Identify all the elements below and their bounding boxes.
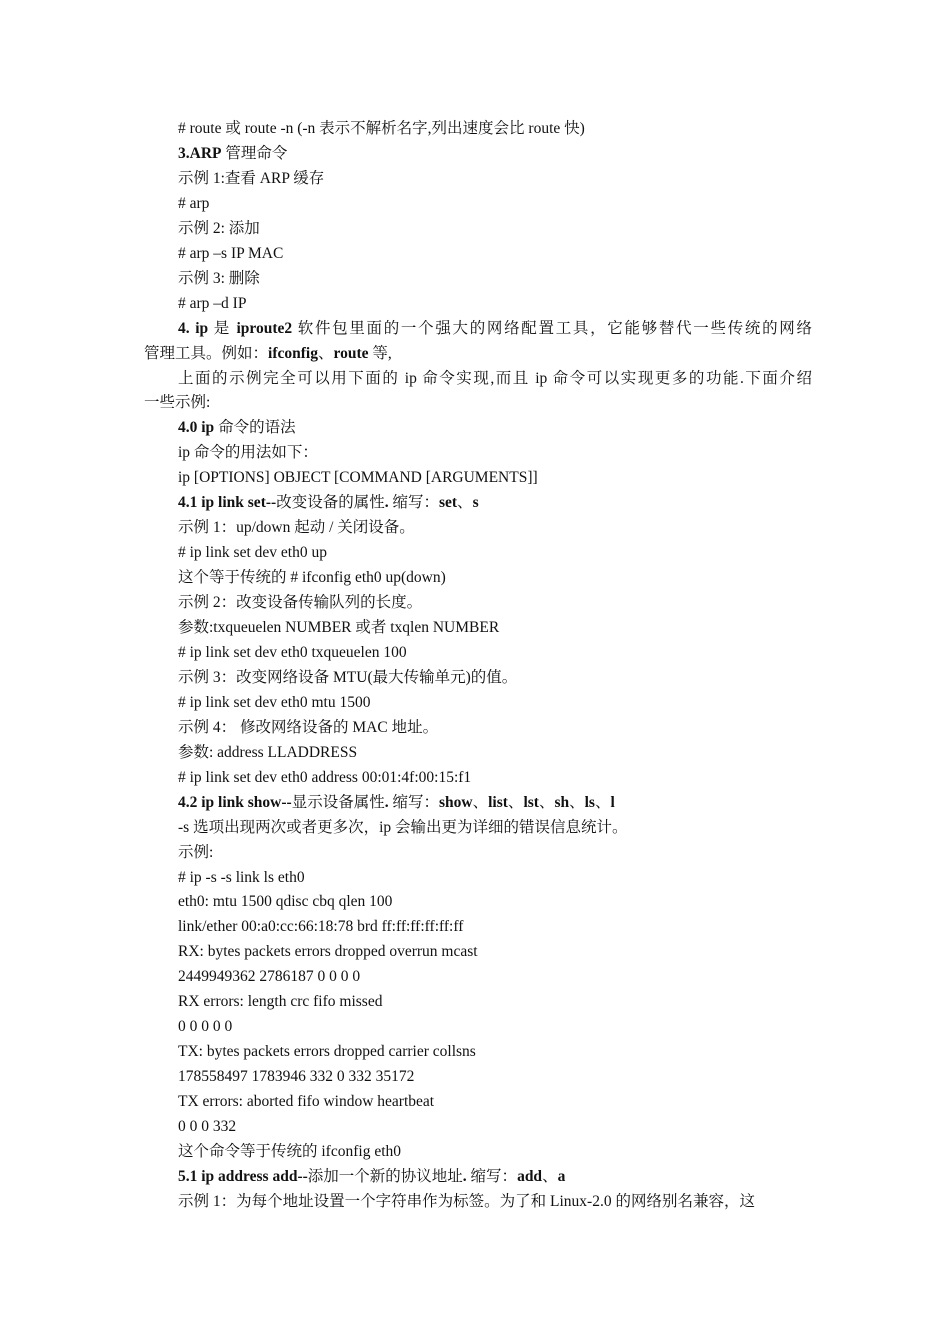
text-line: # ip link set dev eth0 up	[178, 544, 327, 562]
text-line: 这个命令等于传统的 ifconfig eth0	[178, 1142, 402, 1160]
bold-run: ls	[584, 793, 595, 811]
bold-run: 4. ip	[178, 319, 209, 337]
text-line: eth0: mtu 1500 qdisc cbq qlen 100	[178, 893, 393, 911]
text-line: 这个等于传统的 # ifconfig eth0 up(down)	[178, 569, 446, 587]
bold-run: 4.1 ip link set--	[178, 494, 277, 512]
text-line: # ip link set dev eth0 txqueuelen 100	[178, 643, 407, 661]
bold-run: 5.1 ip address add--	[178, 1167, 308, 1185]
text-line: 示例 3: 删除	[178, 269, 260, 287]
text-line: 参数: address LLADDRESS	[178, 743, 358, 761]
bold-run: ifconfig	[268, 344, 318, 362]
text-run: 软件包里面的一个强大的网络配置工具，它能够替代一些传统的网络	[292, 319, 812, 337]
text-line: 上面的示例完全可以用下面的 ip 命令实现,而且 ip 命令可以实现更多的功能.下面介绍	[178, 369, 812, 387]
text-line: ip [OPTIONS] OBJECT [COMMAND [ARGUMENTS]]	[178, 469, 538, 487]
section-heading	[178, 415, 812, 440]
rich-text-line	[178, 316, 812, 341]
text-line: 一些示例:	[144, 394, 211, 412]
text-line: 示例 4： 修改网络设备的 MAC 地址。	[178, 718, 439, 736]
text-line: # ip -s -s link ls eth0	[178, 868, 305, 886]
text-line: 示例 1：为每个地址设置一个字符串作为标签。为了和 Linux-2.0 的网络别名兼容，这	[178, 1192, 755, 1210]
bold-run: lst	[523, 793, 539, 811]
text-run: 添加一个新的协议地址	[307, 1167, 463, 1185]
text-line: 示例:	[178, 843, 214, 861]
bold-run: set	[438, 494, 458, 512]
text-line: RX: bytes packets errors dropped overrun mcast	[178, 943, 478, 961]
text-line: # route 或 route -n (-n 表示不解析名字,列出速度会比 route 快)	[178, 120, 585, 137]
heading-title: 命令的语法	[214, 419, 296, 437]
text-line: 参数:txqueuelen NUMBER 或者 txqlen NUMBER	[178, 619, 500, 636]
text-line: 2449949362 2786187 0 0 0 0	[178, 968, 361, 986]
text-run: 缩写：	[388, 793, 439, 811]
text-line: 示例 1：up/down 起动 / 关闭设备。	[178, 519, 415, 537]
text-line: 0 0 0 332	[178, 1118, 237, 1135]
bold-run: .	[384, 793, 389, 811]
bold-run: .	[462, 1167, 467, 1185]
text-run: 、	[594, 793, 611, 811]
text-line: 示例 2：改变设备传输队列的长度。	[178, 594, 423, 612]
text-run: 、	[317, 344, 334, 362]
heading-title: 管理命令	[221, 144, 288, 162]
text-line: RX errors: length crc fifo missed	[178, 993, 383, 1011]
text-line: TX: bytes packets errors dropped carrier collsns	[178, 1043, 476, 1061]
rich-text-line	[178, 790, 812, 815]
text-line: 示例 3：改变网络设备 MTU(最大传输单元)的值。	[178, 668, 518, 686]
text-run: 、	[538, 793, 555, 811]
bold-run: 4.2 ip link show--	[178, 793, 292, 811]
text-run: 、	[457, 494, 473, 512]
text-run: 管理工具。例如：	[144, 344, 269, 362]
bold-run: l	[610, 793, 615, 811]
text-run: 、	[472, 793, 489, 811]
heading-number: 3.ARP	[178, 144, 222, 162]
heading-number: 4.0 ip	[178, 419, 215, 437]
text-line: # ip link set dev eth0 mtu 1500	[178, 693, 371, 711]
rich-text-line	[178, 1164, 812, 1189]
text-run: 缩写：	[466, 1167, 518, 1185]
text-run: 显示设备属性	[291, 793, 385, 811]
bold-run: route	[333, 344, 369, 362]
text-line: # arp –s IP MAC	[178, 244, 284, 262]
text-run: 等,	[368, 344, 392, 362]
text-line: link/ether 00:a0:cc:66:18:78 brd ff:ff:ff:ff:ff:ff	[178, 918, 464, 936]
text-line: # ip link set dev eth0 address 00:01:4f:00:15:f1	[178, 768, 472, 786]
bold-run: iproute2	[236, 319, 293, 337]
text-run: 是	[208, 319, 237, 337]
text-line: 示例 2: 添加	[178, 219, 260, 237]
text-line: TX errors: aborted fifo window heartbeat	[178, 1093, 435, 1111]
text-run: 、	[569, 793, 585, 811]
rich-text-line	[144, 341, 812, 366]
bold-run: sh	[554, 793, 570, 811]
text-line: 示例 1:查看 ARP 缓存	[178, 169, 325, 187]
text-line: 178558497 1783946 332 0 332 35172	[178, 1068, 415, 1086]
bold-run: .	[384, 494, 389, 512]
text-line: # arp –d IP	[178, 294, 247, 312]
text-line: 0 0 0 0 0	[178, 1018, 233, 1036]
text-run: 改变设备的属性	[276, 494, 385, 512]
section-heading	[178, 141, 812, 166]
bold-run: s	[472, 494, 479, 512]
text-run: 缩写：	[388, 494, 439, 512]
rich-text-line	[178, 490, 812, 515]
text-run: 、	[507, 793, 524, 811]
bold-run: show	[438, 793, 473, 811]
text-run: 、	[542, 1167, 558, 1185]
text-line: -s 选项出现两次或者更多次，ip 会输出更为详细的错误信息统计。	[178, 818, 628, 836]
bold-run: a	[557, 1167, 566, 1185]
text-line: # arp	[178, 194, 210, 212]
text-line: ip 命令的用法如下：	[178, 444, 318, 462]
bold-run: add	[517, 1167, 543, 1185]
bold-run: list	[488, 793, 508, 811]
